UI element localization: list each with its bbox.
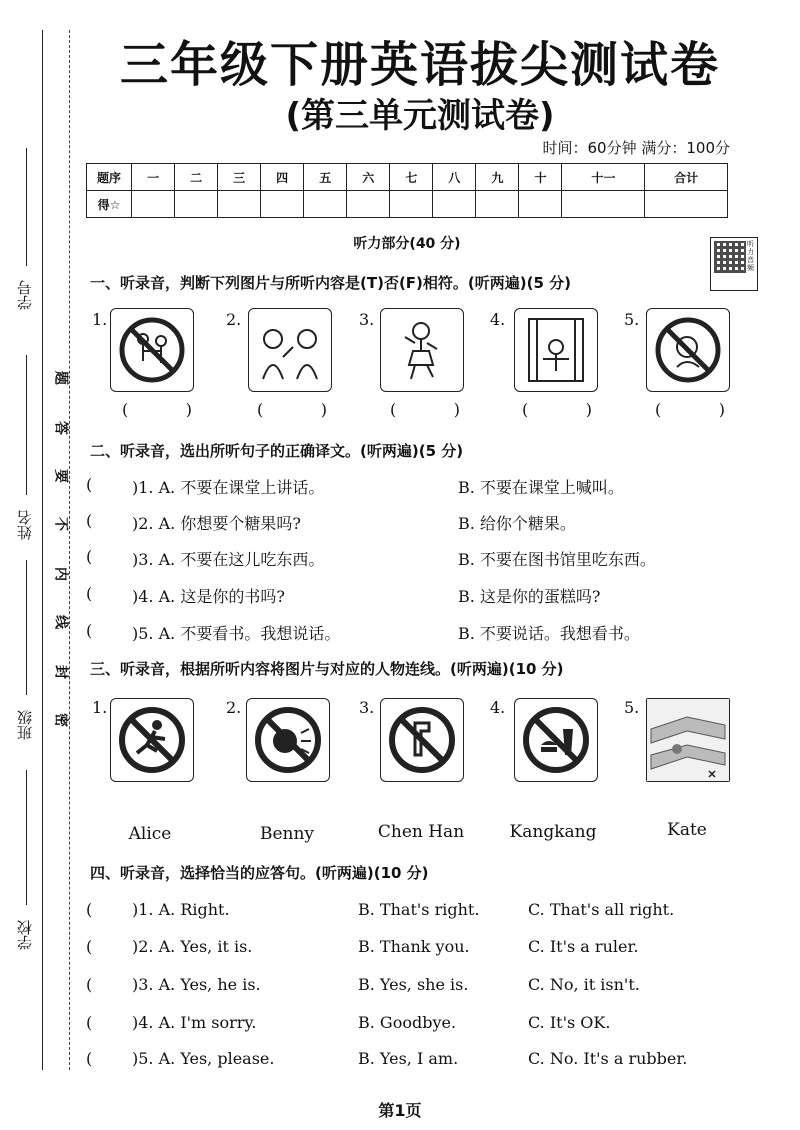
score-header-cell: 七: [390, 164, 433, 191]
option-a: )5. A. 不要看书。我想说话。: [132, 624, 341, 643]
seal-char: 答: [55, 419, 69, 435]
no-shouting-icon: [646, 308, 730, 392]
seal-char: 题: [55, 369, 69, 385]
no-climbing-icon: [380, 698, 464, 782]
school-label: 学校: [16, 920, 34, 950]
qr-side-label: 听力音频: [747, 240, 754, 272]
score-cell[interactable]: [476, 191, 519, 218]
score-cell[interactable]: [304, 191, 347, 218]
school-blank[interactable]: [26, 770, 28, 905]
item-number: 3.: [359, 698, 375, 717]
score-header-cell: 三: [218, 164, 261, 191]
option-b: B. Yes, she is.: [358, 975, 469, 994]
option-b: B. 不要在图书馆里吃东西。: [458, 550, 656, 569]
score-header-cell: 十: [519, 164, 562, 191]
score-cell[interactable]: [562, 191, 645, 218]
classroom-scene-icon: [646, 698, 730, 782]
item-number: 4.: [490, 698, 506, 717]
option-b: B. 不要说话。我想看书。: [458, 624, 640, 643]
seal-char: 线: [55, 613, 69, 629]
item-number: 4.: [490, 310, 506, 329]
answer-blank[interactable]: (: [86, 900, 93, 919]
option-b: B. That's right.: [358, 900, 480, 919]
score-cell[interactable]: [519, 191, 562, 218]
section-3-title: 三、听录音，根据所听内容将图片与对应的人物连线。(听两遍)(10 分): [90, 660, 564, 678]
class-blank[interactable]: [26, 560, 28, 695]
answer-blank[interactable]: ( ): [390, 400, 460, 419]
score-header-cell: 题序: [87, 164, 132, 191]
option-a: )3. A. 不要在这儿吃东西。: [132, 550, 325, 569]
answer-blank[interactable]: (: [86, 621, 93, 640]
score-table-score-row: [87, 191, 728, 218]
answer-blank[interactable]: ( ): [122, 400, 192, 419]
item-number: 3.: [359, 310, 375, 329]
open-window-icon: [514, 308, 598, 392]
option-c: C. That's all right.: [528, 900, 675, 919]
qr-pattern-icon: [714, 241, 746, 273]
name-blank[interactable]: [26, 355, 28, 495]
score-row-label: 得☆: [87, 191, 132, 218]
no-fighting-icon: [110, 308, 194, 392]
score-cell[interactable]: [218, 191, 261, 218]
section-2-title: 二、听录音，选出所听句子的正确译文。(听两遍)(5 分): [90, 442, 464, 460]
option-b: B. Goodbye.: [358, 1013, 457, 1032]
option-a: )4. A. 这是你的书吗?: [132, 587, 285, 606]
option-a: )1. A. Right.: [132, 900, 230, 919]
item-number: 2.: [226, 310, 242, 329]
person-name: Benny: [259, 824, 315, 844]
score-cell[interactable]: [132, 191, 175, 218]
option-a: )5. A. Yes, please.: [132, 1049, 275, 1068]
page-number: 第1页: [378, 1101, 422, 1120]
score-cell[interactable]: [390, 191, 433, 218]
score-header-cell: 一: [132, 164, 175, 191]
seal-char: 封: [55, 663, 69, 679]
answer-blank[interactable]: (: [86, 937, 93, 956]
item-number: 1.: [92, 698, 108, 717]
option-a: )2. A. 你想要个糖果吗?: [132, 514, 301, 533]
listening-part-title: 听力部分(40 分): [353, 236, 461, 252]
option-c: C. No. It's a rubber.: [528, 1049, 688, 1068]
score-header-cell: 十一: [562, 164, 645, 191]
score-cell[interactable]: [433, 191, 476, 218]
option-a: )4. A. I'm sorry.: [132, 1013, 257, 1032]
answer-blank[interactable]: ( ): [655, 400, 725, 419]
score-table: [86, 163, 728, 218]
answer-blank[interactable]: (: [86, 584, 93, 603]
class-label: 班级: [16, 710, 34, 740]
score-cell[interactable]: [645, 191, 728, 218]
answer-blank[interactable]: (: [86, 475, 93, 494]
no-food-drink-icon: [514, 698, 598, 782]
option-b: B. 给你个糖果。: [458, 514, 576, 533]
two-people-talking-icon: [248, 308, 332, 392]
person-name: Chen Han: [377, 822, 465, 842]
time-score-info: 时间：60分钟 满分：100分: [542, 139, 730, 157]
girl-jumping-icon: [380, 308, 464, 392]
seal-char: 内: [55, 565, 69, 581]
person-name: Kangkang: [509, 822, 597, 842]
option-c: C. It's OK.: [528, 1013, 611, 1032]
option-b: B. 这是你的蛋糕吗?: [458, 587, 601, 606]
score-header-cell: 九: [476, 164, 519, 191]
score-header-cell: 四: [261, 164, 304, 191]
score-header-cell: 二: [175, 164, 218, 191]
item-number: 2.: [226, 698, 242, 717]
answer-blank[interactable]: (: [86, 1049, 93, 1068]
seal-dashed-line: [69, 30, 70, 1070]
option-c: C. No, it isn't.: [528, 975, 640, 994]
seal-char: 密: [55, 711, 69, 727]
score-header-cell: 五: [304, 164, 347, 191]
option-c: C. It's a ruler.: [528, 937, 639, 956]
score-cell[interactable]: [261, 191, 304, 218]
item-number: 1.: [92, 310, 108, 329]
no-running-icon: [110, 698, 194, 782]
item-number: 5.: [624, 310, 640, 329]
option-b: B. Yes, I am.: [358, 1049, 459, 1068]
score-cell[interactable]: [175, 191, 218, 218]
option-b: B. Thank you.: [358, 937, 470, 956]
section-1-title: 一、听录音，判断下列图片与所听内容是(T)否(F)相符。(听两遍)(5 分): [90, 274, 571, 292]
score-cell[interactable]: [347, 191, 390, 218]
exam-subtitle: (第三单元测试卷): [285, 96, 555, 136]
student-id-label: 学号: [16, 280, 34, 310]
answer-blank[interactable]: (: [86, 547, 93, 566]
student-id-blank[interactable]: [26, 148, 28, 266]
seal-char: 不: [55, 515, 69, 531]
option-a: )2. A. Yes, it is.: [132, 937, 253, 956]
option-b: B. 不要在课堂上喊叫。: [458, 478, 624, 497]
qr-code[interactable]: [710, 237, 758, 291]
score-header-cell: 八: [433, 164, 476, 191]
person-name: Kate: [667, 820, 707, 840]
person-name: Alice: [128, 824, 172, 844]
no-shouting-icon: [246, 698, 330, 782]
answer-blank[interactable]: ( ): [522, 400, 592, 419]
answer-blank[interactable]: ( ): [257, 400, 327, 419]
answer-blank[interactable]: (: [86, 975, 93, 994]
score-header-cell: 合计: [645, 164, 728, 191]
section-4-title: 四、听录音，选择恰当的应答句。(听两遍)(10 分): [90, 864, 429, 882]
binding-line: [42, 30, 43, 1070]
score-header-cell: 六: [347, 164, 390, 191]
answer-blank[interactable]: (: [86, 511, 93, 530]
exam-title: 三年级下册英语拔尖测试卷: [119, 37, 720, 93]
score-table-header-row: [87, 164, 728, 191]
seal-char: 要: [55, 467, 69, 483]
answer-blank[interactable]: (: [86, 1013, 93, 1032]
name-label: 姓名: [16, 510, 34, 540]
option-a: )1. A. 不要在课堂上讲话。: [132, 478, 325, 497]
option-a: )3. A. Yes, he is.: [132, 975, 261, 994]
item-number: 5.: [624, 698, 640, 717]
